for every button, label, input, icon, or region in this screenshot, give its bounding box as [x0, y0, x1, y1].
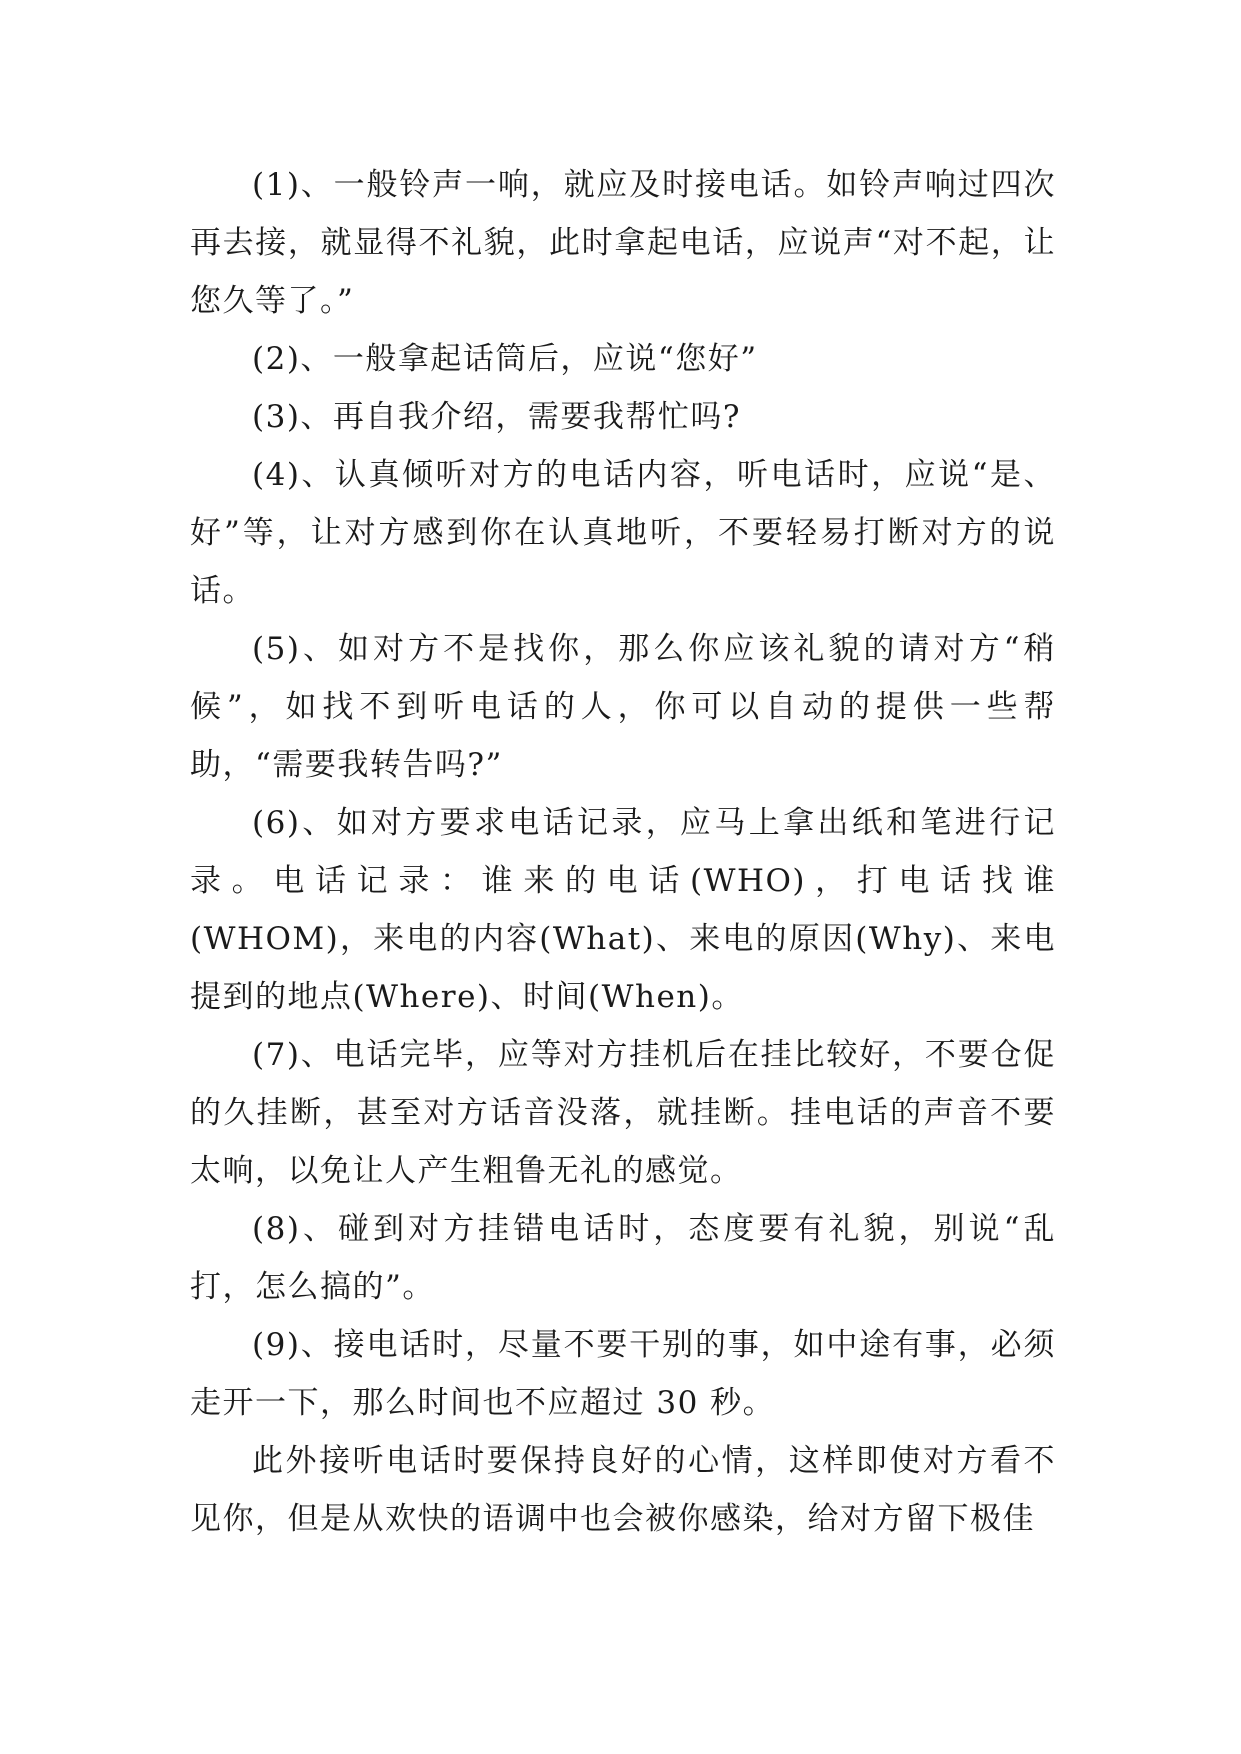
document-body: [190, 156, 1056, 1548]
paragraph-10: 此外接听电话时要保持良好的心情，这样即使对方看不见你，但是从欢快的语调中也会被你感染，给对方留下极佳: [190, 1443, 1056, 1537]
paragraph-7: (7)、电话完毕，应等对方挂机后在挂比较好，不要仓促的久挂断，甚至对方话音没落，就挂断。挂电话的声音不要太响，以免让人产生粗鲁无礼的感觉。: [190, 1037, 1056, 1189]
paragraph-8: (8)、碰到对方挂错电话时，态度要有礼貌，别说“乱打，怎么搞的”。: [190, 1211, 1056, 1305]
paragraph-9: (9)、接电话时，尽量不要干别的事，如中途有事，必须走开一下，那么时间也不应超过 30 秒。: [190, 1327, 1056, 1421]
paragraph-4: (4)、认真倾听对方的电话内容，听电话时，应说“是、好”等，让对方感到你在认真地听，不要轻易打断对方的说话。: [190, 457, 1056, 609]
paragraph-5: (5)、如对方不是找你，那么你应该礼貌的请对方“稍候”，如找不到听电话的人，你可以自动的提供一些帮助，“需要我转告吗?”: [190, 631, 1056, 783]
paragraph-2: (2)、一般拿起话筒后，应说“您好”: [252, 341, 758, 377]
paragraph-1: (1)、一般铃声一响，就应及时接电话。如铃声响过四次再去接，就显得不礼貌，此时拿起电话，应说声“对不起，让您久等了。”: [190, 167, 1056, 319]
paragraph-3: (3)、再自我介绍，需要我帮忙吗?: [252, 399, 742, 435]
paragraph-6: (6)、如对方要求电话记录，应马上拿出纸和笔进行记录。电话记录：谁来的电话(WHO)，打电话找谁(WHOM)，来电的内容(What)、来电的原因(Why)、来电提到的地点(Where)、时间(When)。: [190, 805, 1056, 1015]
